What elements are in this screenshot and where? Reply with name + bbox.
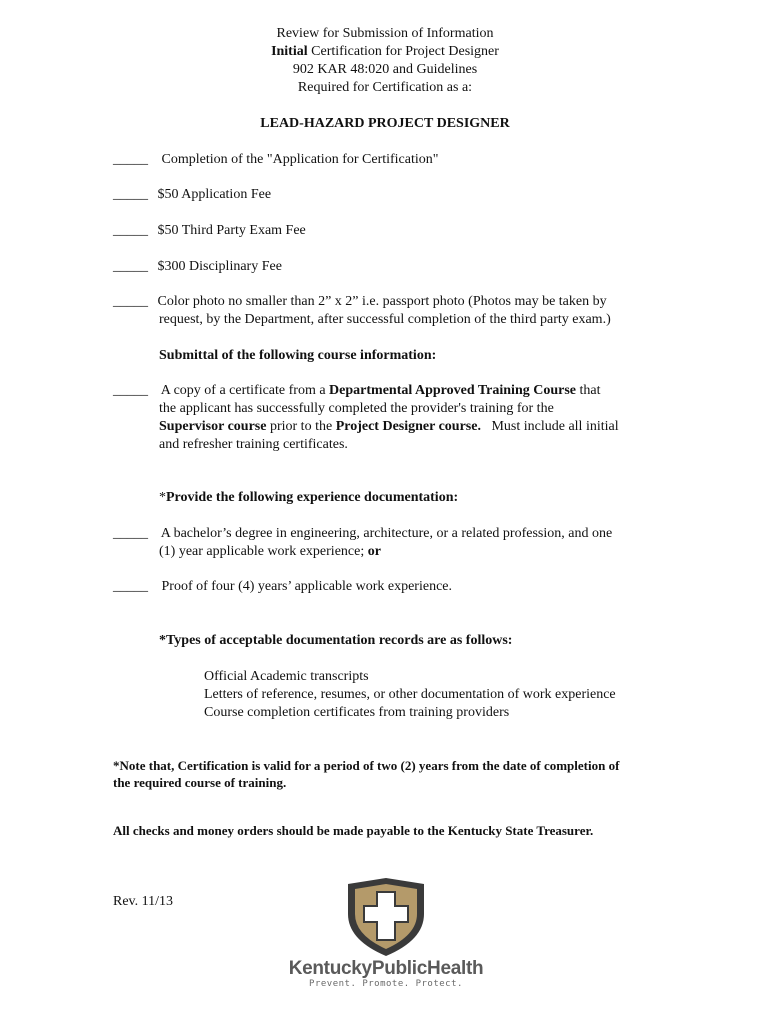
course-text: that xyxy=(576,383,601,398)
experience-option-years xyxy=(113,578,452,596)
checkbox-blank: _____ xyxy=(113,259,148,274)
revision-label: Rev. 11/13 xyxy=(113,894,174,909)
course-text-bold: Project Designer course. xyxy=(335,419,481,434)
checkbox-blank: _____ xyxy=(113,152,148,167)
header-line-2 xyxy=(0,43,770,61)
experience-option-degree-continued xyxy=(159,543,381,561)
header-line-3: 902 KAR 48:020 and Guidelines xyxy=(292,62,478,77)
header-line-1: Review for Submission of Information xyxy=(276,26,494,41)
records-item: Course completion certificates from training providers xyxy=(204,705,510,720)
checklist-item-label: $50 Third Party Exam Fee xyxy=(157,223,306,238)
logo-tagline: Prevent. Promote. Protect. xyxy=(309,979,463,989)
checklist-item-disciplinary-fee xyxy=(113,258,282,276)
experience-option-degree xyxy=(113,525,612,543)
logo-wordmark: KentuckyPublicHealth xyxy=(288,958,484,979)
checklist-item-application xyxy=(113,151,438,169)
header-initial: Initial xyxy=(271,44,308,59)
course-line-4: and refresher training certificates. xyxy=(159,437,348,452)
experience-option-text: Proof of four (4) years’ applicable work experience. xyxy=(161,579,452,594)
checkbox-blank: _____ xyxy=(113,579,148,594)
note-line-1: *Note that, Certification is valid for a period of two (2) years from the date of completion of xyxy=(113,758,620,773)
experience-option-text: A bachelor’s degree in engineering, architecture, or a related profession, and one xyxy=(160,526,613,541)
checkbox-blank: _____ xyxy=(113,223,148,238)
records-heading: *Types of acceptable documentation records are as follows: xyxy=(159,633,513,648)
checklist-item-application-fee xyxy=(113,186,271,204)
experience-option-text: (1) year applicable work experience; xyxy=(159,544,368,559)
course-line-3 xyxy=(159,418,619,436)
header-line-2-rest: Certification for Project Designer xyxy=(307,44,499,59)
checklist-item-label: Completion of the "Application for Certification" xyxy=(161,152,439,167)
checklist-item-label: $300 Disciplinary Fee xyxy=(157,259,282,274)
checklist-item-label: $50 Application Fee xyxy=(157,187,272,202)
course-line-2: the applicant has successfully completed the provider's training for the xyxy=(159,401,554,416)
experience-heading-text: Provide the following experience documentation: xyxy=(166,490,459,505)
course-text: prior to the xyxy=(266,419,336,434)
checklist-item-photo-continued: request, by the Department, after successful completion of the third party exam.) xyxy=(159,312,611,327)
checkbox-blank: _____ xyxy=(113,187,148,202)
course-text: Must include all initial xyxy=(480,419,619,434)
checklist-item-label: Color photo no smaller than 2” x 2” i.e. passport photo (Photos may be taken by xyxy=(157,294,607,309)
shield-cross-icon xyxy=(268,876,504,958)
course-text-bold: Supervisor course xyxy=(159,419,267,434)
kentucky-public-health-logo xyxy=(268,876,504,996)
experience-or: or xyxy=(367,544,381,559)
note-line-2: the required course of training. xyxy=(113,775,287,790)
course-heading: Submittal of the following course information: xyxy=(159,348,437,363)
checklist-item-photo xyxy=(113,293,607,311)
course-text-bold: Departmental Approved Training Course xyxy=(329,383,577,398)
payment-note: All checks and money orders should be made payable to the Kentucky State Treasurer. xyxy=(113,823,594,838)
checklist-item-exam-fee xyxy=(113,222,306,240)
document-title: LEAD-HAZARD PROJECT DESIGNER xyxy=(260,116,510,131)
checkbox-blank: _____ xyxy=(113,526,148,541)
course-text: A copy of a certificate from a xyxy=(160,383,330,398)
course-item xyxy=(113,382,601,400)
records-item: Official Academic transcripts xyxy=(204,669,369,684)
checkbox-blank: _____ xyxy=(113,294,148,309)
records-item: Letters of reference, resumes, or other documentation of work experience xyxy=(204,687,616,702)
checkbox-blank: _____ xyxy=(113,383,148,398)
experience-heading xyxy=(159,489,458,507)
header-line-4: Required for Certification as a: xyxy=(297,80,473,95)
experience-star: * xyxy=(159,490,166,505)
